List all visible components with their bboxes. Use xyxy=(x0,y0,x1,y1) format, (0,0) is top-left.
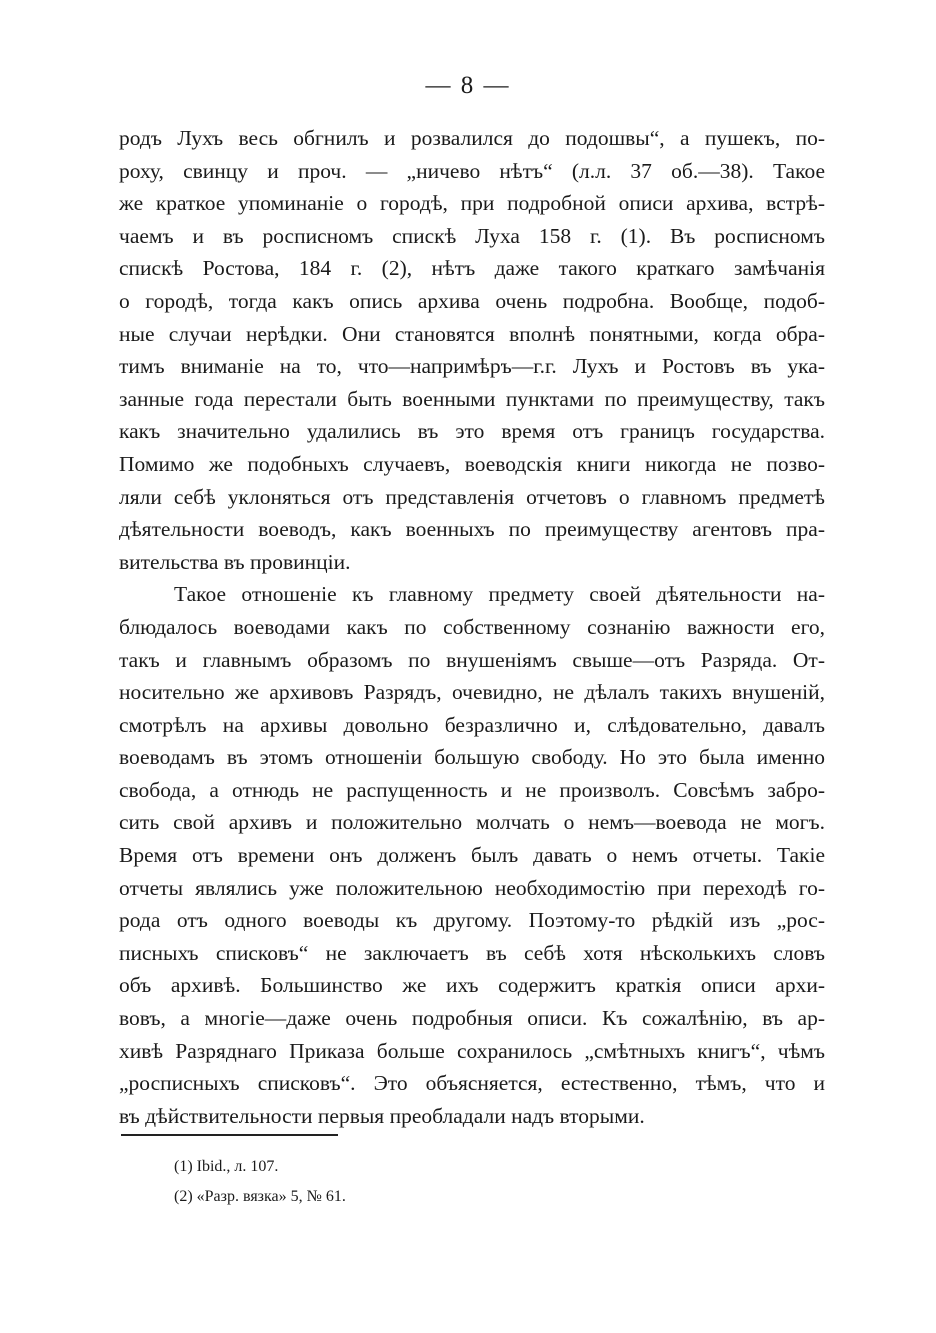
text-line: въ дѣйствительности первыя преобладали надъ вторыми. xyxy=(119,1103,645,1128)
footnote-mark: (1) xyxy=(174,1158,193,1175)
text-line: чаемъ и въ росписномъ спискѣ Луха 158 г. (1). Въ росписномъ xyxy=(119,223,825,248)
text-line: спискѣ Ростова, 184 г. (2), нѣтъ даже такого краткаго замѣчанія xyxy=(119,256,825,281)
text-line: занные года перестали быть военными пунктами по преимуществу, такъ xyxy=(119,386,825,411)
paragraph-2 xyxy=(119,578,825,1132)
footnotes xyxy=(174,1152,346,1212)
text-line: же краткое упоминаніе о городѣ, при подробной описи архива, встрѣ- xyxy=(119,191,825,216)
text-line: Помимо же подобныхъ случаевъ, воеводскія книги никогда не позво- xyxy=(119,451,825,476)
footnote-text: «Разр. вязка» 5, № 61. xyxy=(196,1188,346,1205)
body-text xyxy=(119,122,825,1132)
text-line: блюдалось воеводами какъ по собственному сознанію важности его, xyxy=(119,614,825,639)
text-line: воеводамъ въ этомъ отношеніи большую свободу. Но это была именно xyxy=(119,745,825,770)
text-line: ляли себѣ уклоняться отъ представленія отчетовъ о главномъ предметѣ xyxy=(119,484,825,509)
text-line: родъ Лухъ весь обгнилъ и розвалился до подошвы“, а пушекъ, по- xyxy=(119,126,825,150)
footnote-text: Ibid., л. 107. xyxy=(196,1158,279,1175)
text-line: объ архивѣ. Большинство же ихъ содержитъ краткія описи архи- xyxy=(119,973,825,998)
text-line: хивѣ Разряднаго Приказа больше сохранилось „смѣтныхъ книгъ“, чѣмъ xyxy=(119,1038,825,1063)
text-line: смотрѣлъ на архивы довольно безразлично и, слѣдовательно, давалъ xyxy=(119,712,825,737)
footnote-1 xyxy=(174,1152,346,1182)
text-line: тимъ вниманіе на то, что—напримѣръ—г.г. Лухъ и Ростовъ въ ука- xyxy=(119,354,825,379)
text-line: ные случаи нерѣдки. Они становятся вполнѣ понятными, когда обра- xyxy=(119,321,825,346)
text-line: о городѣ, тогда какъ опись архива очень подробна. Вообще, подоб- xyxy=(119,288,825,313)
text-line: вительства въ провинціи. xyxy=(119,549,351,574)
text-line: Такое отношеніе къ главному предмету своей дѣятельности на- xyxy=(174,582,825,607)
text-line: Время отъ времени онъ долженъ былъ давать о немъ отчеты. Такіе xyxy=(119,843,825,868)
text-line: какъ значительно удалились въ это время отъ границъ государства. xyxy=(119,419,825,444)
text-line: дѣятельности воеводъ, какъ военныхъ по преимуществу агентовъ пра- xyxy=(119,517,825,542)
text-line: вовъ, а многіе—даже очень подробныя описи. Къ сожалѣнію, въ ар- xyxy=(119,1006,825,1031)
footnote-divider xyxy=(121,1134,338,1136)
text-line: свобода, а отнюдь не распущенность и не произволъ. Совсѣмъ забро- xyxy=(119,777,825,802)
text-line: такъ и главнымъ образомъ по внушеніямъ свыше—отъ Разряда. От- xyxy=(119,647,825,672)
paragraph-1 xyxy=(119,122,825,578)
text-line: роху, свинцу и проч. — „ничево нѣтъ“ (л.л. 37 об.—38). Такое xyxy=(119,158,825,183)
footnote-2 xyxy=(174,1182,346,1212)
text-line: сить свой архивъ и положительно молчать о немъ—воевода не могъ. xyxy=(119,810,825,835)
text-line: рода отъ одного воеводы къ другому. Поэтому-то рѣдкій изъ „рос- xyxy=(119,908,825,933)
footnote-mark: (2) xyxy=(174,1188,193,1205)
text-line: отчеты являлись уже положительною необходимостію при переходѣ го- xyxy=(119,875,825,900)
page-number: — 8 — xyxy=(425,72,511,99)
text-line: писныхъ списковъ“ не заключаетъ въ себѣ хотя нѣсколькихъ словъ xyxy=(119,940,825,965)
text-line: носительно же архивовъ Разрядъ, очевидно, не дѣлалъ такихъ внушеній, xyxy=(119,680,825,705)
text-line: „росписныхъ списковъ“. Это объясняется, естественно, тѣмъ, что и xyxy=(119,1071,825,1096)
